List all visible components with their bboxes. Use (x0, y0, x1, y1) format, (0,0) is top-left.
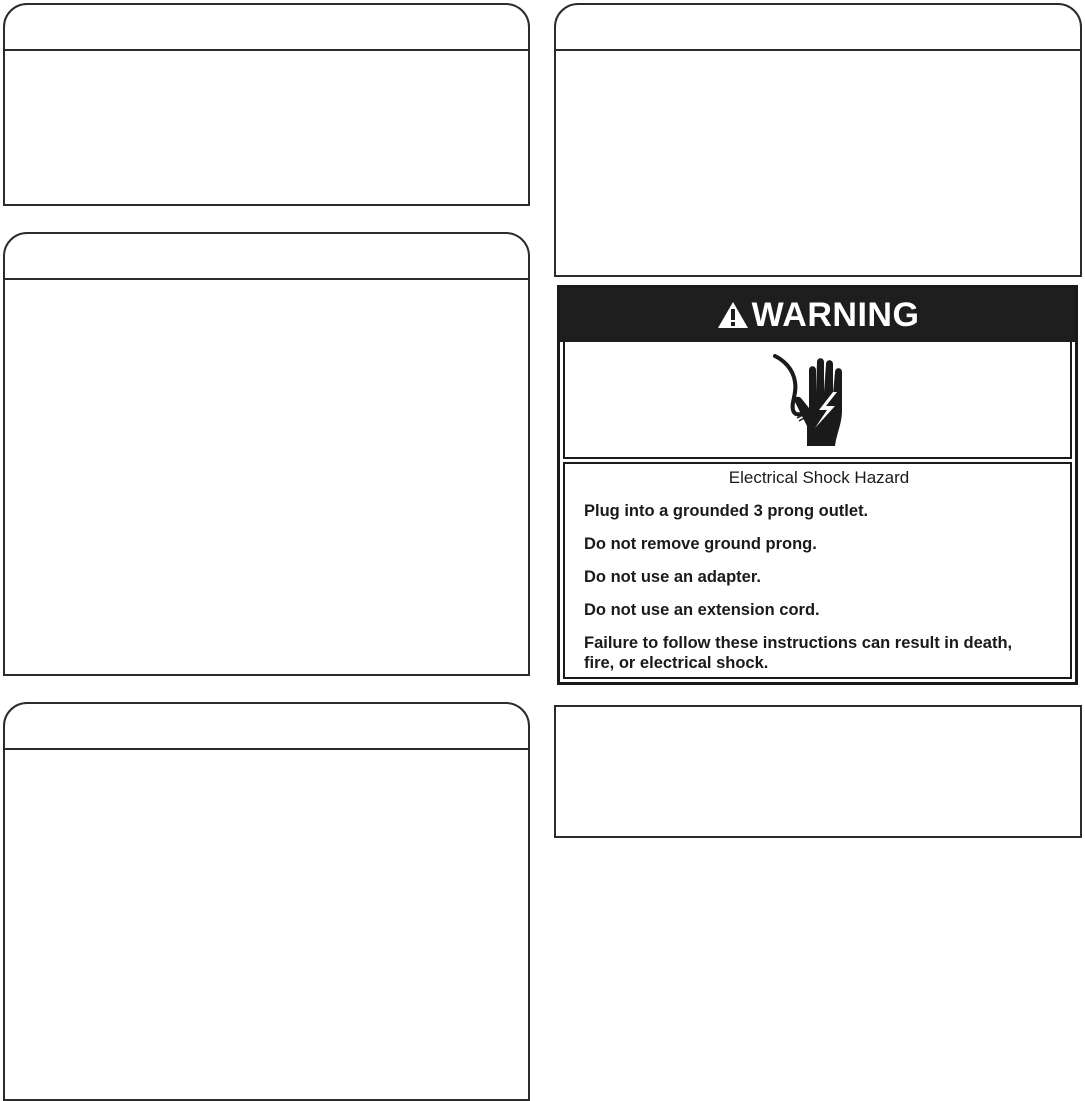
consequence-line-2: fire, or electrical shock. (584, 654, 769, 672)
panel-tab-divider (556, 49, 1080, 51)
empty-tabbed-panel-1 (3, 3, 530, 206)
warning-pictogram-area (563, 342, 1072, 459)
electrical-shock-hand-icon (773, 352, 863, 448)
consequence-line-1: Failure to follow these instructions can result in death, (584, 634, 1013, 652)
instruction-ground-prong: Do not remove ground prong. (584, 535, 817, 553)
instruction-grounded-outlet: Plug into a grounded 3 prong outlet. (584, 502, 869, 520)
warning-triangle-icon (716, 300, 750, 330)
warning-text-area (563, 462, 1072, 679)
panel-tab-divider (5, 748, 528, 750)
warning-title: WARNING (751, 295, 920, 334)
instruction-no-extension-cord: Do not use an extension cord. (584, 601, 820, 619)
warning-header (560, 288, 1075, 342)
empty-square-panel (554, 705, 1082, 838)
empty-tabbed-panel-3 (3, 702, 530, 1101)
empty-tabbed-panel-2 (3, 232, 530, 676)
consequence-statement (584, 633, 1054, 673)
warning-box (557, 285, 1078, 685)
empty-tabbed-panel-4 (554, 3, 1082, 277)
panel-tab-divider (5, 49, 528, 51)
panel-tab-divider (5, 278, 528, 280)
warning-title-wrap (716, 296, 920, 335)
hazard-heading: Electrical Shock Hazard (728, 468, 910, 487)
instruction-no-adapter: Do not use an adapter. (584, 568, 761, 586)
